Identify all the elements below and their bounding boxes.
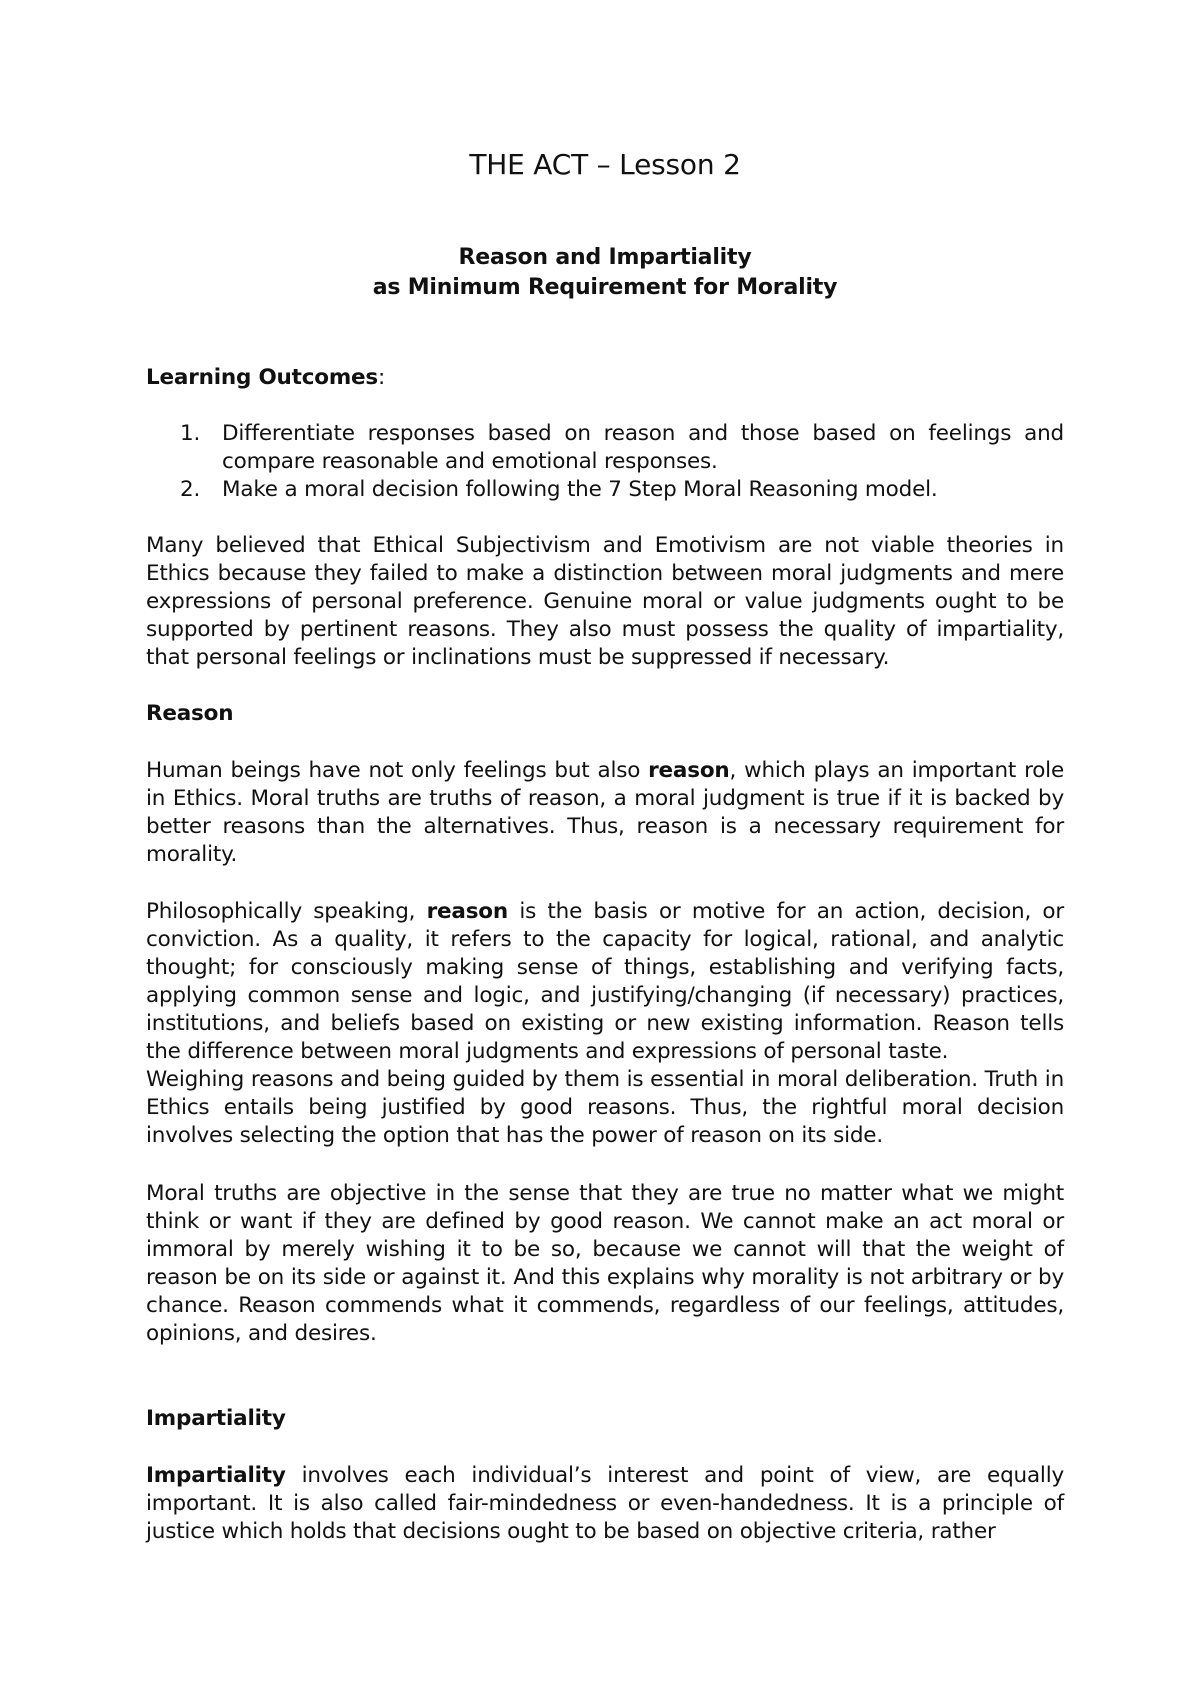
impartiality-paragraph-1 (146, 1462, 1064, 1546)
intro-paragraph: Many believed that Ethical Subjectivism and Emotivism are not viable theories in Ethics because they failed to make a distinction between moral judgments and mere expressions of personal preference. Genuine moral or value judgments ought to be supported by pertinent reasons. They also must possess the quality of impartiality, that personal feelings or inclinations must be suppressed if necessary. (146, 533, 1064, 670)
reason-p2-text-b: is the basis or motive for an action, decision, or conviction. As a quality, it refers to the capacity for logical, rational, and analytic thought; for consciously making sense of things, establishing and verifying facts, applying common sense and logic, and justifying/changing (if necessary) practices, institutions, and beliefs based on existing or new existing information. Reason tells the difference between moral judgments and expressions of personal taste. (146, 899, 1065, 1064)
reason-paragraph-1 (146, 757, 1064, 869)
learning-outcomes-label (146, 364, 1064, 392)
reason-p2-continuation: Weighing reasons and being guided by them is essential in moral deliberation. Truth in Ethics entails being justified by good reasons. Thus, the rightful moral decision involves selecting the option that has the power of reason on its side. (146, 1067, 1064, 1148)
impartiality-p1-text: involves each individual’s interest and point of view, are equally important. It is also called fair-mindedness or even-handedness. It is a principle of justice which holds that decisions ought to be based on objective criteria, rather (146, 1463, 1064, 1544)
list-item (180, 420, 1064, 476)
reason-heading: Reason (146, 701, 234, 726)
list-item (180, 476, 1064, 504)
reason-paragraph-2 (146, 898, 1064, 1150)
reason-p1-text-b: , which plays an important role in Ethics. Moral truths are truths of reason, a moral judgment is true if it is backed by better reasons than the alternatives. Thus, reason is a necessary requirement for morality. (146, 758, 1064, 867)
learning-outcomes-heading: Learning Outcomes (146, 365, 379, 390)
list-item-text: Make a moral decision following the 7 Step Moral Reasoning model. (222, 477, 938, 502)
learning-outcomes-list (146, 420, 1064, 504)
reason-p2-text-a: Philosophically speaking, (146, 899, 427, 924)
list-item-number: 1. (180, 421, 201, 446)
reason-paragraph-3: Moral truths are objective in the sense that they are true no matter what we might think or want if they are defined by good reason. We cannot make an act moral or immoral by merely wishing it to be so, because we cannot will that the weight of reason be on its side or against it. And this explains why morality is not arbitrary or by chance. Reason commends what it commends, regardless of our feelings, attitudes, opinions, and desires. (146, 1181, 1064, 1346)
reason-p2-bold: reason (426, 899, 508, 924)
document-page (146, 0, 1064, 1696)
impartiality-heading: Impartiality (146, 1406, 286, 1431)
reason-p1-bold: reason (648, 758, 730, 783)
reason-p1-text-a: Human beings have not only feelings but also (146, 758, 649, 783)
document-subtitle (146, 243, 1064, 303)
list-item-number: 2. (180, 477, 201, 502)
subtitle-line-2: as Minimum Requirement for Morality (372, 275, 838, 300)
impartiality-p1-bold: Impartiality (146, 1463, 286, 1488)
learning-outcomes-colon: : (378, 365, 386, 390)
list-item-text: Differentiate responses based on reason and those based on feelings and compare reasonable and emotional responses. (222, 421, 1064, 474)
document-title: THE ACT – Lesson 2 (469, 148, 741, 181)
subtitle-line-1: Reason and Impartiality (458, 245, 752, 270)
